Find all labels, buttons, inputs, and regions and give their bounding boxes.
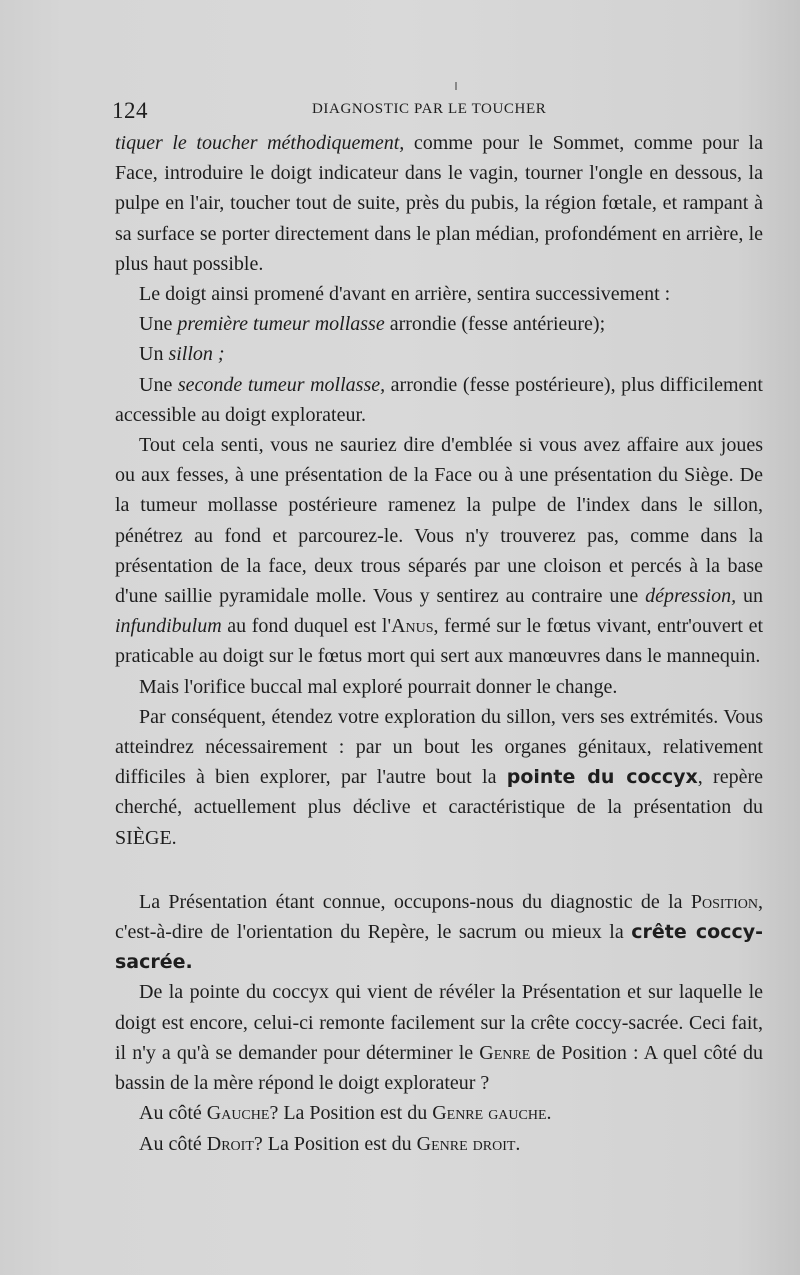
paragraph-11: Au côté Gauche? La Position est du Genre gauche.	[139, 1102, 552, 1125]
paragraph-5: Une seconde tumeur mollasse, arrondie (fesse postérieure), plus difficilement accessible au doigt explorateur.	[115, 373, 763, 426]
paragraph-9: La Présentation étant connue, occupons-nous du diagnostic de la Position, c'est-à-dire de l'orientation du Repère, le sacrum ou mieux la crête coccy-sacrée.	[115, 890, 763, 974]
paragraph-10: De la pointe du coccyx qui vient de révéler la Présentation et sur laquelle le doigt est encore, celui-ci remonte facilement sur la crête coccy-sacrée. Ceci fait, il n'y a qu'à se demander pour déterminer le Genre de Position : A quel côté du bassin de la mère répond le doigt explorateur ?	[115, 981, 764, 1095]
paragraph-3: Une première tumeur mollasse arrondie (fesse antérieure);	[139, 313, 606, 336]
paragraph-2: Le doigt ainsi promené d'avant en arrière, sentira successivement :	[139, 283, 671, 306]
paragraph-1: tiquer le toucher méthodiquement, comme pour le Sommet, comme pour la Face, introduire le doigt indicateur dans le vagin, tourner l'ongle en dessous, la pulpe en l'air, toucher tout de suite, près du pubis, la région fœtale, et rampant à sa surface se porter directement dans le plan médian, profondément en arrière, le plus haut possible.	[115, 132, 763, 275]
page-speck	[455, 82, 457, 90]
paragraph-7: Mais l'orifice buccal mal exploré pourrait donner le change.	[139, 675, 618, 698]
paragraph-12: Au côté Droit? La Position est du Genre droit.	[139, 1132, 521, 1155]
paragraph-4: Un sillon ;	[139, 343, 225, 366]
running-title: DIAGNOSTIC PAR LE TOUCHER	[312, 101, 547, 117]
page-number: 124	[112, 98, 148, 123]
paragraph-8: Par conséquent, étendez votre exploration du sillon, vers ses extrémités. Vous atteindrez nécessairement : par un bout les organes génitaux, relativement difficiles à bien explorer, par l'autre bout la pointe du coccyx, repère cherché, actuellement plus déclive et caractéristique de la présentation du SIÈGE.	[115, 705, 764, 849]
body-text	[115, 128, 763, 1159]
paragraph-6: Tout cela senti, vous ne sauriez dire d'emblée si vous avez affaire aux joues ou aux fesses, à une présentation de la Face ou à une présentation du Siège. De la tumeur mollasse postérieure ramenez la pulpe de l'index dans le sillon, pénétrez au fond et parcourez-le. Vous n'y trouverez pas, comme dans la présentation de la face, deux trous séparés par une cloison et percés à la base d'une saillie pyramidale molle. Vous y sentirez au contraire une dépression, un infundibulum au fond duquel est l'Anus, fermé sur le fœtus vivant, entr'ouvert et praticable au doigt sur le fœtus mort qui sert aux manœuvres dans le mannequin.	[115, 434, 764, 668]
